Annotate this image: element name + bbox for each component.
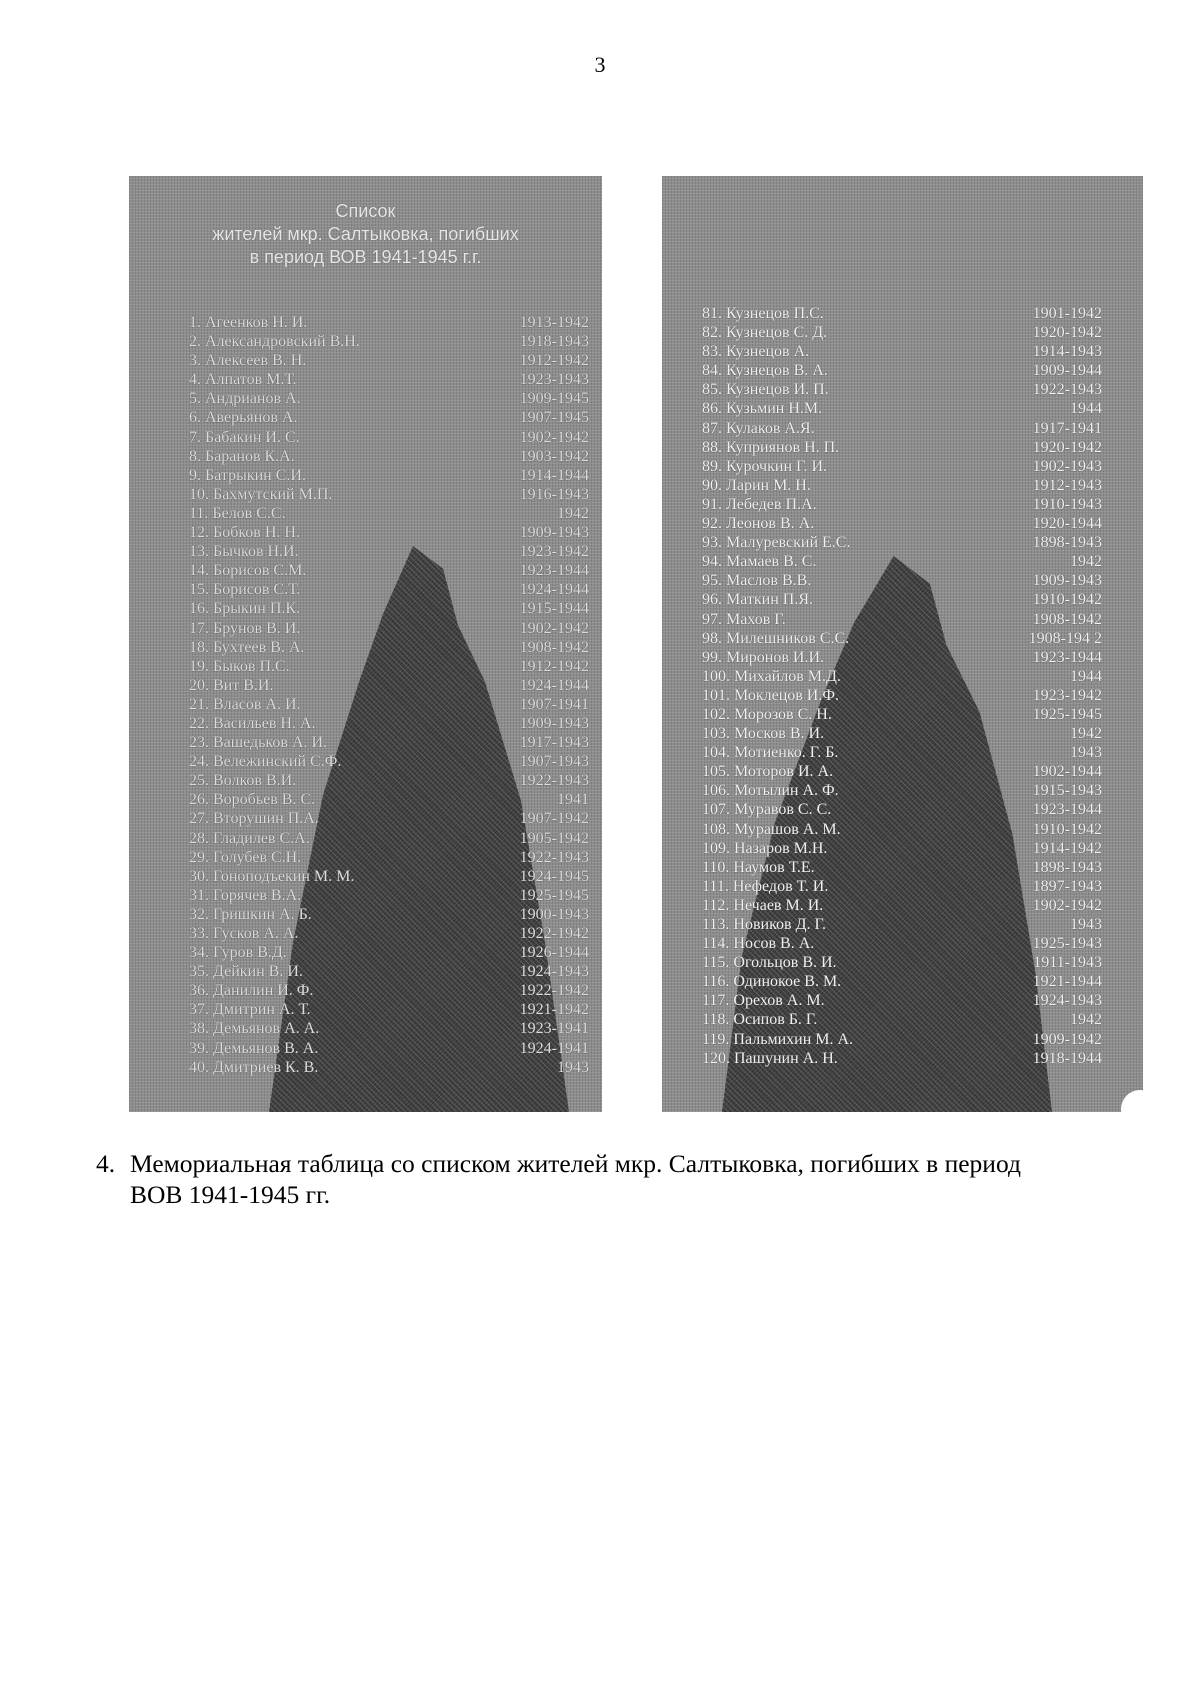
- entry-years: 1909-1943: [519, 524, 589, 542]
- plaque-title: [129, 200, 602, 269]
- plaque-entry: [189, 790, 589, 809]
- plaque-entry: [702, 724, 1102, 743]
- plaque-entry: [189, 829, 589, 848]
- entry-name: 13. Бычков Н.И.: [189, 543, 299, 561]
- entry-name: 9. Батрыкин С.И.: [189, 466, 306, 484]
- plaque-entry: [189, 924, 589, 943]
- plaque-entry: [702, 991, 1102, 1010]
- entry-name: 86. Кузьмин Н.М.: [702, 400, 823, 418]
- entry-years: 1907-1942: [519, 810, 589, 828]
- plaque-entry: [702, 1030, 1102, 1049]
- plaque-entry: [702, 915, 1102, 934]
- entry-name: 110. Наумов Т.Е.: [702, 858, 815, 876]
- plaque-entry: [702, 686, 1102, 705]
- plaque-entry: [702, 629, 1102, 648]
- entry-years: 1921-1942: [519, 1001, 589, 1019]
- entry-name: 92. Леонов В. А.: [702, 515, 815, 533]
- entry-name: 114. Носов В. А.: [702, 935, 815, 953]
- entry-years: 1900-1943: [519, 905, 589, 923]
- entry-years: 1908-1942: [519, 638, 589, 656]
- plaque-entry: [189, 523, 589, 542]
- entry-name: 21. Власов А. И.: [189, 695, 301, 713]
- plaque-entry: [702, 495, 1102, 514]
- entry-years: 1907-1943: [519, 753, 589, 771]
- entry-years: 1924-1944: [519, 676, 589, 694]
- plaque-entry: [189, 771, 589, 790]
- entry-years: 1922-1943: [519, 848, 589, 866]
- entry-years: 1914-1942: [1032, 839, 1102, 857]
- entry-name: 8. Баранов К.А.: [189, 447, 295, 465]
- plaque-entry: [189, 313, 589, 332]
- plaque-entry: [702, 934, 1102, 953]
- entry-name: 81. Кузнецов П.С.: [702, 305, 824, 322]
- entry-name: 93. Малуревский Е.С.: [702, 534, 851, 552]
- entry-years: 1917-1943: [519, 734, 589, 752]
- entry-years: 1943: [1070, 916, 1102, 933]
- entry-name: 3. Алексеев В. Н.: [189, 352, 307, 370]
- entry-years: 1913-1942: [519, 314, 589, 331]
- entry-years: 1922-1943: [519, 772, 589, 790]
- entry-name: 22. Васильев Н. А.: [189, 714, 316, 732]
- photo-corner-notch: [1121, 1090, 1143, 1112]
- entry-years: 1923-1942: [1032, 686, 1102, 704]
- memorial-plaque-photo-left: [129, 176, 602, 1112]
- plaque-entry: [702, 762, 1102, 781]
- entry-name: 33. Гусков А. А.: [189, 925, 299, 942]
- plaque-entry: [189, 561, 589, 580]
- plaque-entry: [702, 399, 1102, 418]
- plaque-entry: [702, 342, 1102, 361]
- entry-name: 40. Дмитриев К. В.: [189, 1058, 319, 1076]
- entry-years: 1942: [1070, 725, 1102, 743]
- plaque-entry: [702, 419, 1102, 438]
- plaque-entry: [189, 886, 589, 905]
- entry-name: 20. Вит В.И.: [189, 676, 274, 694]
- plaque-entry: [189, 504, 589, 523]
- entry-name: 85. Кузнецов И. П.: [702, 381, 829, 399]
- entry-name: 10. Бахмутский М.П.: [189, 485, 333, 503]
- entry-years: 1898-1943: [1032, 858, 1102, 876]
- entry-years: 1909-1943: [1032, 572, 1102, 590]
- entry-years: 1910-1942: [1032, 820, 1102, 838]
- entry-years: 1898-1943: [1032, 534, 1102, 552]
- plaque-entry: [702, 667, 1102, 686]
- entry-years: 1924-1945: [519, 867, 589, 885]
- entry-years: 1918-1943: [519, 333, 589, 351]
- entry-years: 1907-1941: [519, 695, 589, 713]
- entry-years: 1923-1944: [1032, 648, 1102, 666]
- entry-name: 99. Миронов И.И.: [702, 648, 825, 666]
- entry-name: 1. Агеенков Н. И.: [189, 314, 308, 331]
- entry-name: 104. Мотиенко. Г. Б.: [702, 744, 839, 762]
- entry-years: 1944: [1070, 667, 1102, 685]
- entry-years: 1920-1944: [1032, 515, 1102, 533]
- entry-name: 39. Демьянов В. А.: [189, 1039, 319, 1057]
- entry-years: 1924-1943: [519, 963, 589, 981]
- entry-years: 1924-1943: [1032, 992, 1102, 1010]
- plaque-entry: [702, 552, 1102, 571]
- plaque-entry: [189, 599, 589, 618]
- caption-number: 4.: [96, 1149, 116, 1178]
- entry-name: 15. Борисов С.Т.: [189, 581, 301, 599]
- entry-years: 1920-1942: [1032, 438, 1102, 456]
- plaque-entry: [189, 542, 589, 561]
- entry-years: 1909-1943: [519, 714, 589, 732]
- entry-years: 1918-1944: [1032, 1049, 1102, 1067]
- plaque-entry: [702, 571, 1102, 590]
- memorial-plaque-photo-right: [662, 176, 1143, 1112]
- entry-years: 1922-1942: [519, 925, 589, 942]
- entry-name: 6. Аверьянов А.: [189, 409, 298, 427]
- entry-name: 106. Мотылин А. Ф.: [702, 782, 839, 800]
- plaque-entry: [189, 657, 589, 676]
- entry-years: 1942: [1070, 553, 1102, 571]
- entry-years: 1925-1945: [1032, 705, 1102, 723]
- plaque-entry: [189, 351, 589, 370]
- plaque-entry: [189, 408, 589, 427]
- entry-name: 115. Огольцов В. И.: [702, 954, 837, 972]
- plaque-entry: [702, 953, 1102, 972]
- entry-years: 1923-1941: [519, 1020, 589, 1038]
- plaque-entry: [702, 514, 1102, 533]
- entry-name: 82. Кузнецов С. Д.: [702, 324, 828, 342]
- entry-years: 1923-1944: [519, 562, 589, 580]
- plaque-entry: [702, 1049, 1102, 1068]
- entry-name: 36. Данилин И. Ф.: [189, 982, 314, 1000]
- plaque-entry: [702, 743, 1102, 762]
- entry-years: 1902-1942: [519, 428, 589, 446]
- plaque-entry: [702, 610, 1102, 629]
- entry-years: 1902-1944: [1032, 763, 1102, 781]
- entry-name: 14. Борисов С.М.: [189, 562, 307, 580]
- entry-name: 19. Быков П.С.: [189, 657, 290, 675]
- entry-name: 116. Одинокое В. М.: [702, 973, 842, 991]
- entry-name: 88. Куприянов Н. П.: [702, 438, 840, 456]
- entry-name: 38. Демьянов А. А.: [189, 1020, 320, 1038]
- entry-years: 1908-1942: [1032, 610, 1102, 628]
- plaque-entry: [189, 447, 589, 466]
- entry-name: 96. Маткин П.Я.: [702, 591, 814, 609]
- entry-name: 107. Муравов С. С.: [702, 801, 832, 819]
- plaque-entry: [189, 905, 589, 924]
- entry-years: 1920-1942: [1032, 324, 1102, 342]
- entry-name: 84. Кузнецов В. А.: [702, 362, 828, 380]
- entry-name: 25. Волков В.И.: [189, 772, 297, 790]
- entry-name: 2. Александровский В.Н.: [189, 333, 360, 351]
- plaque-entry: [189, 695, 589, 714]
- page-number: 3: [594, 52, 606, 77]
- plaque-title-line: Список: [335, 201, 396, 221]
- plaque-entry: [189, 752, 589, 771]
- entry-name: 31. Горячев В.А.: [189, 886, 302, 904]
- plaque-title-line: жителей мкр. Салтыковка, погибших: [212, 224, 519, 244]
- plaque-title-line: в период ВОВ 1941-1945 г.г.: [249, 247, 482, 267]
- entry-years: 1923-1944: [1032, 801, 1102, 819]
- entry-years: 1924-1941: [519, 1039, 589, 1057]
- plaque-name-list-right: [702, 304, 1102, 1068]
- entry-name: 118. Осипов Б. Г.: [702, 1011, 818, 1029]
- plaque-entry: [189, 1039, 589, 1058]
- entry-name: 29. Голубев С.Н.: [189, 848, 302, 866]
- plaque-entry: [702, 361, 1102, 380]
- plaque-entry: [189, 638, 589, 657]
- entry-name: 35. Дейкин В. И.: [189, 963, 303, 981]
- plaque-entry: [702, 438, 1102, 457]
- entry-name: 95. Маслов В.В.: [702, 572, 812, 590]
- plaque-entry: [189, 1058, 589, 1077]
- plaque-entry: [189, 1019, 589, 1038]
- entry-name: 102. Морозов С. Н.: [702, 705, 832, 723]
- entry-name: 11. Белов С.С.: [189, 504, 286, 522]
- entry-years: 1912-1942: [519, 657, 589, 675]
- plaque-entry: [189, 466, 589, 485]
- entry-name: 112. Нечаев М. И.: [702, 896, 824, 914]
- caption-text: Мемориальная таблица со списком жителей мкр. Салтыковка, погибших в период ВОВ 1941-1945 гг.: [130, 1149, 1021, 1209]
- plaque-entry: [189, 389, 589, 408]
- plaque-name-list-left: [189, 313, 589, 1077]
- plaque-entry: [189, 485, 589, 504]
- entry-years: 1907-1945: [519, 409, 589, 427]
- entry-name: 103. Москов В. И.: [702, 725, 825, 743]
- entry-name: 91. Лебедев П.А.: [702, 495, 817, 513]
- entry-name: 18. Бухтеев В. А.: [189, 638, 305, 656]
- entry-name: 26. Воробьев В. С.: [189, 791, 316, 809]
- entry-name: 87. Кулаков А.Я.: [702, 419, 815, 437]
- entry-years: 1925-1943: [1032, 935, 1102, 953]
- entry-name: 111. Нефедов Т. И.: [702, 877, 829, 895]
- entry-name: 113. Новиков Д. Г.: [702, 916, 826, 933]
- entry-name: 12. Бобков Н. Н.: [189, 524, 300, 542]
- entry-name: 27. Вторушин П.А.: [189, 810, 319, 828]
- entry-years: 1924-1944: [519, 581, 589, 599]
- plaque-entry: [189, 733, 589, 752]
- plaque-entry: [189, 867, 589, 886]
- entry-years: 1942: [557, 504, 589, 522]
- entry-years: 1911-1943: [1033, 954, 1102, 972]
- entry-years: 1912-1942: [519, 352, 589, 370]
- entry-name: 16. Брыкин П.К.: [189, 600, 301, 618]
- entry-name: 119. Пальмихин М. А.: [702, 1030, 854, 1048]
- entry-name: 83. Кузнецов А.: [702, 343, 810, 361]
- plaque-entry: [702, 304, 1102, 323]
- plaque-entry: [702, 323, 1102, 342]
- entry-years: 1897-1943: [1032, 877, 1102, 895]
- plaque-entry: [702, 533, 1102, 552]
- entry-name: 23. Вашедьков А. И.: [189, 734, 328, 752]
- plaque-entry: [189, 428, 589, 447]
- entry-years: 1921-1944: [1032, 973, 1102, 991]
- entry-years: 1923-1943: [519, 371, 589, 389]
- entry-name: 5. Андрианов А.: [189, 390, 301, 408]
- entry-name: 97. Махов Г.: [702, 610, 786, 628]
- entry-years: 1923-1942: [519, 543, 589, 561]
- plaque-entry: [189, 370, 589, 389]
- figure-caption: [96, 1148, 1056, 1210]
- entry-years: 1941: [557, 791, 589, 809]
- entry-name: 4. Алпатов М.Т.: [189, 371, 297, 389]
- plaque-entry: [702, 972, 1102, 991]
- plaque-entry: [189, 619, 589, 638]
- plaque-entry: [702, 781, 1102, 800]
- entry-name: 120. Пашунин А. Н.: [702, 1049, 838, 1067]
- plaque-entry: [189, 943, 589, 962]
- entry-name: 109. Назаров М.Н.: [702, 839, 828, 857]
- entry-years: 1901-1942: [1032, 305, 1102, 322]
- entry-years: 1915-1944: [519, 600, 589, 618]
- plaque-entry: [189, 981, 589, 1000]
- entry-years: 1944: [1070, 400, 1102, 418]
- entry-years: 1902-1943: [1032, 457, 1102, 475]
- entry-years: 1914-1944: [519, 466, 589, 484]
- entry-name: 37. Дмитрин А. Т.: [189, 1001, 311, 1019]
- entry-name: 7. Бабакин И. С.: [189, 428, 300, 446]
- plaque-entry: [189, 848, 589, 867]
- entry-years: 1905-1942: [519, 829, 589, 847]
- entry-years: 1902-1942: [1032, 896, 1102, 914]
- entry-years: 1909-1942: [1032, 1030, 1102, 1048]
- entry-years: 1908-194 2: [1028, 629, 1102, 647]
- plaque-entry: [189, 1000, 589, 1019]
- entry-years: 1909-1945: [519, 390, 589, 408]
- entry-name: 98. Милешников С.С.: [702, 629, 850, 647]
- plaque-entry: [702, 380, 1102, 399]
- entry-name: 101. Моклецов И.Ф.: [702, 686, 839, 704]
- plaque-entry: [702, 457, 1102, 476]
- plaque-entry: [702, 590, 1102, 609]
- entry-years: 1916-1943: [519, 485, 589, 503]
- entry-years: 1943: [1070, 744, 1102, 762]
- entry-name: 24. Вележинский С.Ф.: [189, 753, 342, 771]
- entry-name: 108. Мурашов А. М.: [702, 820, 841, 838]
- entry-years: 1943: [557, 1058, 589, 1076]
- entry-years: 1902-1942: [519, 619, 589, 637]
- entry-years: 1922-1943: [1032, 381, 1102, 399]
- plaque-entry: [189, 962, 589, 981]
- entry-name: 105. Моторов И. А.: [702, 763, 834, 781]
- entry-name: 32. Гришкин А. Б.: [189, 905, 312, 923]
- entry-name: 90. Ларин М. Н.: [702, 476, 811, 494]
- plaque-entry: [702, 648, 1102, 667]
- plaque-entry: [189, 676, 589, 695]
- entry-name: 100. Михайлов М.Д.: [702, 667, 841, 685]
- entry-name: 17. Брунов В. И.: [189, 619, 301, 637]
- entry-years: 1910-1942: [1032, 591, 1102, 609]
- plaque-entry: [189, 714, 589, 733]
- entry-name: 28. Гладилев С.А.: [189, 829, 310, 847]
- entry-name: 94. Мамаев В. С.: [702, 553, 817, 571]
- entry-years: 1917-1941: [1032, 419, 1102, 437]
- entry-years: 1909-1944: [1032, 362, 1102, 380]
- plaque-entry: [702, 839, 1102, 858]
- entry-years: 1903-1942: [519, 447, 589, 465]
- entry-name: 117. Орехов А. М.: [702, 992, 825, 1010]
- plaque-entry: [702, 705, 1102, 724]
- entry-years: 1926-1944: [519, 944, 589, 962]
- entry-name: 34. Гуров В.Д.: [189, 944, 287, 962]
- plaque-entry: [702, 476, 1102, 495]
- entry-years: 1912-1943: [1032, 476, 1102, 494]
- plaque-entry: [189, 332, 589, 351]
- entry-years: 1914-1943: [1032, 343, 1102, 361]
- plaque-entry: [189, 580, 589, 599]
- plaque-entry: [702, 858, 1102, 877]
- entry-years: 1922-1942: [519, 982, 589, 1000]
- plaque-entry: [702, 877, 1102, 896]
- entry-years: 1910-1943: [1032, 495, 1102, 513]
- plaque-entry: [702, 1010, 1102, 1029]
- plaque-entry: [702, 800, 1102, 819]
- entry-name: 30. Гоноподъекин М. М.: [189, 867, 355, 885]
- entry-years: 1925-1945: [519, 886, 589, 904]
- plaque-entry: [189, 809, 589, 828]
- plaque-entry: [702, 820, 1102, 839]
- entry-years: 1915-1943: [1032, 782, 1102, 800]
- plaque-entry: [702, 896, 1102, 915]
- entry-years: 1942: [1070, 1011, 1102, 1029]
- entry-name: 89. Курочкин Г. И.: [702, 457, 827, 475]
